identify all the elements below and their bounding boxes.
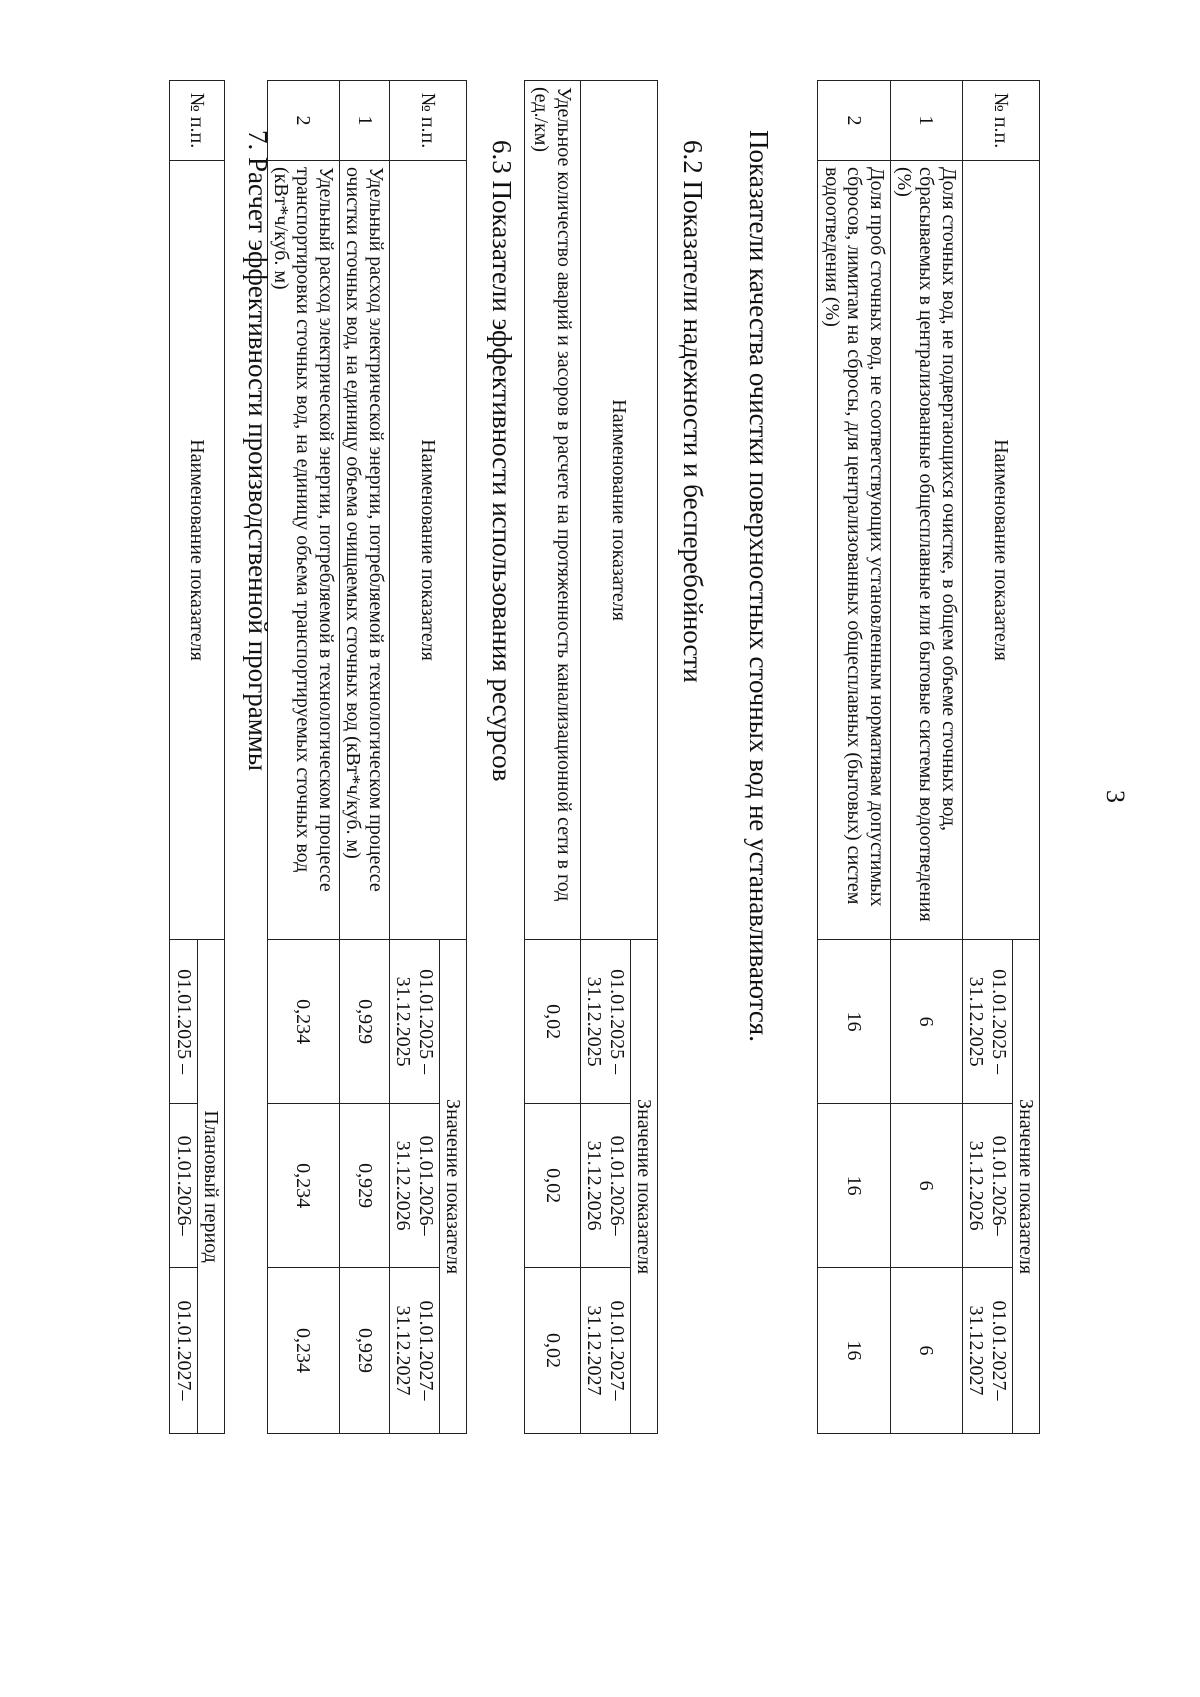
period-header-2025: 01.01.2025 – 31.12.2025 [580,940,630,1104]
col-plan-group-header: Плановый период [197,940,224,1434]
page-number: 3 [1101,790,1130,803]
section-6-3-heading: 6.3 Показатели эффективности использования ресурсов [487,140,517,782]
value-2026: 16 [818,1104,890,1268]
value-2026: 0,02 [524,1104,580,1268]
indicator-name: Удельное количество аварий и засоров в расчете на протяженность канализационной сети в год (ед./км) [524,81,580,940]
value-2025: 6 [890,940,962,1104]
resource-efficiency-table [267,80,467,1434]
table-row [267,81,339,1434]
col-name-header: Наименование показателя [170,160,225,939]
period-header-2027: 01.01.2027– 31.12.2027 [962,1268,1012,1434]
table-header-row [439,81,466,1434]
indicator-name: Удельный расход электрической энергии, потребляемой в технологическом процессе транспортировки сточных вод, на единицу объема транспортируемых сточных вод (кВт*ч/куб. м) [267,160,339,939]
col-name-header: Наименование показателя [580,81,657,940]
quality-indicators-table [817,80,1040,1434]
value-2025: 0,02 [524,940,580,1104]
table-header-row [197,81,224,1434]
col-number-header: № п.п. [389,81,466,161]
period-header-2027: 01.01.2027– 31.12.2027 [389,1268,439,1434]
indicator-name: Удельный расход электрической энергии, потребляемой в технологическом процессе очистки сточных вод, на единицу объема очищаемых сточных вод (кВт*ч/куб. м) [339,160,389,939]
value-2025: 0,929 [339,940,389,1104]
period-header-2027: 01.01.2027– 31.12.2027 [580,1268,630,1434]
period-header-2025: 01.01.2025 – 31.12.2025 [389,940,439,1104]
table-row [524,81,580,1434]
value-2026: 6 [890,1104,962,1268]
period-header-2026: 01.01.2026– [170,1104,197,1268]
rotated-document-page [160,60,1130,1637]
table-row [818,81,890,1434]
period-header-2027: 01.01.2027– [170,1268,197,1434]
section-7-heading: 7. Расчет эффективности производственной программы [243,130,273,772]
value-2027: 6 [890,1268,962,1434]
period-header-2026: 01.01.2026– 31.12.2026 [962,1104,1012,1268]
value-2027: 0,234 [267,1268,339,1434]
period-header-2025: 01.01.2025 – 31.12.2025 [962,940,1012,1104]
value-2027: 0,02 [524,1268,580,1434]
row-number: 2 [818,81,890,161]
col-value-group-header: Значение показателя [439,940,466,1434]
value-2027: 0,929 [339,1268,389,1434]
table-row [890,81,962,1434]
col-value-group-header: Значение показателя [630,940,657,1434]
value-2026: 0,929 [339,1104,389,1268]
value-2027: 16 [818,1268,890,1434]
indicator-name: Доля сточных вод, не подвергающихся очистке, в общем объеме сточных вод, сбрасываемых в централизованные общесплавные или бытовые системы водоотведения (%) [890,160,962,939]
table-row [339,81,389,1434]
col-number-header: № п.п. [962,81,1039,161]
table-header-row [630,81,657,1434]
surface-water-note: Показатели качества очистки поверхностных сточных вод не устанавливаются. [744,130,774,1042]
row-number: 2 [267,81,339,161]
table-header-row [1012,81,1039,1434]
row-number: 1 [890,81,962,161]
section-6-2-heading: 6.2 Показатели надежности и бесперебойности [678,140,708,683]
period-header-2026: 01.01.2026– 31.12.2026 [389,1104,439,1268]
value-2025: 0,234 [267,940,339,1104]
period-header-2026: 01.01.2026– 31.12.2026 [580,1104,630,1268]
col-number-header: № п.п. [170,81,225,161]
value-2026: 0,234 [267,1104,339,1268]
period-header-2025: 01.01.2025 – [170,940,197,1104]
row-number: 1 [339,81,389,161]
col-name-header: Наименование показателя [389,160,466,939]
value-2025: 16 [818,940,890,1104]
reliability-table [524,80,658,1434]
col-value-group-header: Значение показателя [1012,940,1039,1434]
program-efficiency-table [169,80,225,1434]
indicator-name: Доля проб сточных вод, не соответствующих установленным нормативам допустимых сбросов, лимитам на сбросы, для централизованных общесплавных (бытовых) систем водоотведения (%) [818,160,890,939]
col-name-header: Наименование показателя [962,160,1039,939]
